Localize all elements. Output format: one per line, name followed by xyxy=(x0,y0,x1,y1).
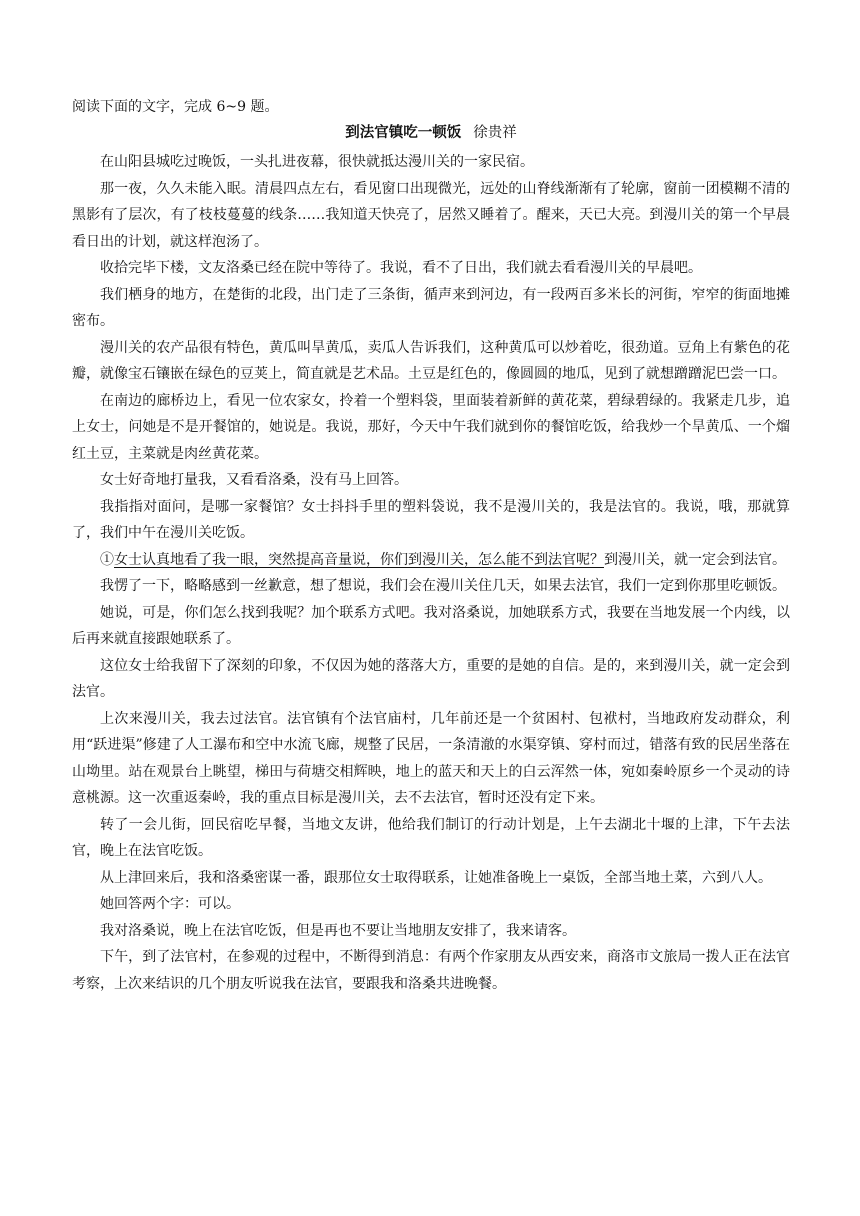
paragraph-text: 上次来漫川关，我去过法官。法官镇有个法官庙村，几年前还是一个贫困村、包袱村，当地政府发动群众，利用“跃进渠”修建了人工瀑布和空中水流飞廊，规整了民居，一条清澈的水渠穿镇、穿村而过，错落有致的民居坐落在山坳里。站在观景台上眺望，梯田与荷塘交相辉映，地上的蓝天和天上的白云浑然一体，宛如秦岭原乡一个灵动的诗意桃源。这一次重返秦岭，我的重点目标是漫川关，去不去法官，暂时还没有定下来。 xyxy=(72,710,790,806)
paragraph xyxy=(72,891,790,918)
paragraph-text: 她回答两个字：可以。 xyxy=(100,896,240,912)
paragraph-text: 下午，到了法官村，在参观的过程中，不断得到消息：有两个作家朋友从西安来，商洛市文旅局一拨人正在法官考察，上次来结识的几个朋友听说我在法官，要跟我和洛桑共进晚餐。 xyxy=(72,949,790,992)
article-author: 徐贵祥 xyxy=(473,125,517,141)
paragraph xyxy=(72,706,790,812)
paragraph-text: 漫川关的农产品很有特色，黄瓜叫旱黄瓜，卖瓜人告诉我们，这种黄瓜可以炒着吃，很劲道。豆角上有紫色的花瓣，就像宝石镶嵌在绿色的豆荚上，简直就是艺术品。土豆是红色的，像圆圆的地瓜，见到了就想蹭蹭泥巴尝一口。 xyxy=(72,339,790,382)
question-instruction: 阅读下面的文字，完成 6~9 题。 xyxy=(72,99,279,115)
underlined-sentence: 女士认真地看了我一眼，突然提高音量说，你们到漫川关，怎么能不到法官呢？ xyxy=(114,551,604,568)
paragraph xyxy=(72,812,790,865)
paragraph-text: 我们栖身的地方，在楚街的北段，出门走了三条街，循声来到河边，有一段两百多米长的河街，窄窄的街面地摊密布。 xyxy=(72,286,790,329)
paragraph xyxy=(72,282,790,335)
paragraph-text: 我指指对面问，是哪一家餐馆？女士抖抖手里的塑料袋说，我不是漫川关的，我是法官的。我说，哦，那就算了，我们中午在漫川关吃饭。 xyxy=(72,498,790,541)
paragraph-text: 我对洛桑说，晚上在法官吃饭，但是再也不要让当地朋友安排了，我来请客。 xyxy=(100,922,576,939)
paragraph xyxy=(72,865,790,892)
question-marker: ① xyxy=(100,551,114,568)
paragraph-text: 这位女士给我留下了深刻的印象，不仅因为她的落落大方，重要的是她的自信。是的，来到漫川关，就一定会到法官。 xyxy=(72,657,790,700)
paragraph xyxy=(72,653,790,706)
paragraph-text: 在南边的廊桥边上，看见一位农家女，拎着一个塑料袋，里面装着新鲜的黄花菜，碧绿碧绿的。我紧走几步，追上女士，问她是不是开餐馆的，她说是。我说，那好，今天中午我们就到你的餐馆吃饭，给我炒一个旱黄瓜、一个熘红土豆，主菜就是肉丝黄花菜。 xyxy=(72,392,790,462)
paragraph xyxy=(72,918,790,945)
paragraph xyxy=(72,255,790,282)
paragraph-text: 她说，可是，你们怎么找到我呢？加个联系方式吧。我对洛桑说，加她联系方式，我要在当地发展一个内线，以后再来就直接跟她联系了。 xyxy=(72,604,790,647)
paragraph-text: 女士好奇地打量我，又看看洛桑，没有马上回答。 xyxy=(100,472,408,488)
paragraph-text: 到漫川关，就一定会到法官。 xyxy=(604,551,786,568)
paragraph-text: 收拾完毕下楼，文友洛桑已经在院中等待了。我说，看不了日出，我们就去看看漫川关的早晨吧。 xyxy=(100,260,702,276)
paragraph-text: 转了一会儿街，回民宿吃早餐，当地文友讲，他给我们制订的行动计划是，上午去湖北十堰的上津，下午去法官，晚上在法官吃饭。 xyxy=(72,816,790,859)
paragraph xyxy=(72,494,790,547)
paragraph xyxy=(72,944,790,997)
paragraph-text: 在山阳县城吃过晚饭，一头扎进夜幕，很快就抵达漫川关的一家民宿。 xyxy=(100,154,534,170)
paragraph xyxy=(72,176,790,256)
article-heading xyxy=(72,123,790,143)
paragraph xyxy=(72,600,790,653)
paragraph xyxy=(72,547,790,574)
article-title: 到法官镇吃一顿饭 xyxy=(345,124,462,141)
article-body xyxy=(72,149,790,997)
paragraph xyxy=(72,573,790,600)
paragraph-text: 我愣了一下，略略感到一丝歉意，想了想说，我们会在漫川关住几天，如果去法官，我们一定到你那里吃顿饭。 xyxy=(100,578,786,594)
paragraph xyxy=(72,388,790,468)
paragraph xyxy=(72,335,790,388)
paragraph xyxy=(72,467,790,494)
paragraph xyxy=(72,149,790,176)
paragraph-text: 那一夜，久久未能入眠。清晨四点左右，看见窗口出现微光，远处的山脊线渐渐有了轮廓，窗前一团模糊不清的黑影有了层次，有了枝枝蔓蔓的线条……我知道天快亮了，居然又睡着了。醒来，天已大亮。到漫川关的第一个早晨看日出的计划，就这样泡汤了。 xyxy=(72,180,790,250)
paragraph-text: 从上津回来后，我和洛桑密谋一番，跟那位女士取得联系，让她准备晚上一桌饭，全部当地土菜，六到八人。 xyxy=(100,869,772,886)
